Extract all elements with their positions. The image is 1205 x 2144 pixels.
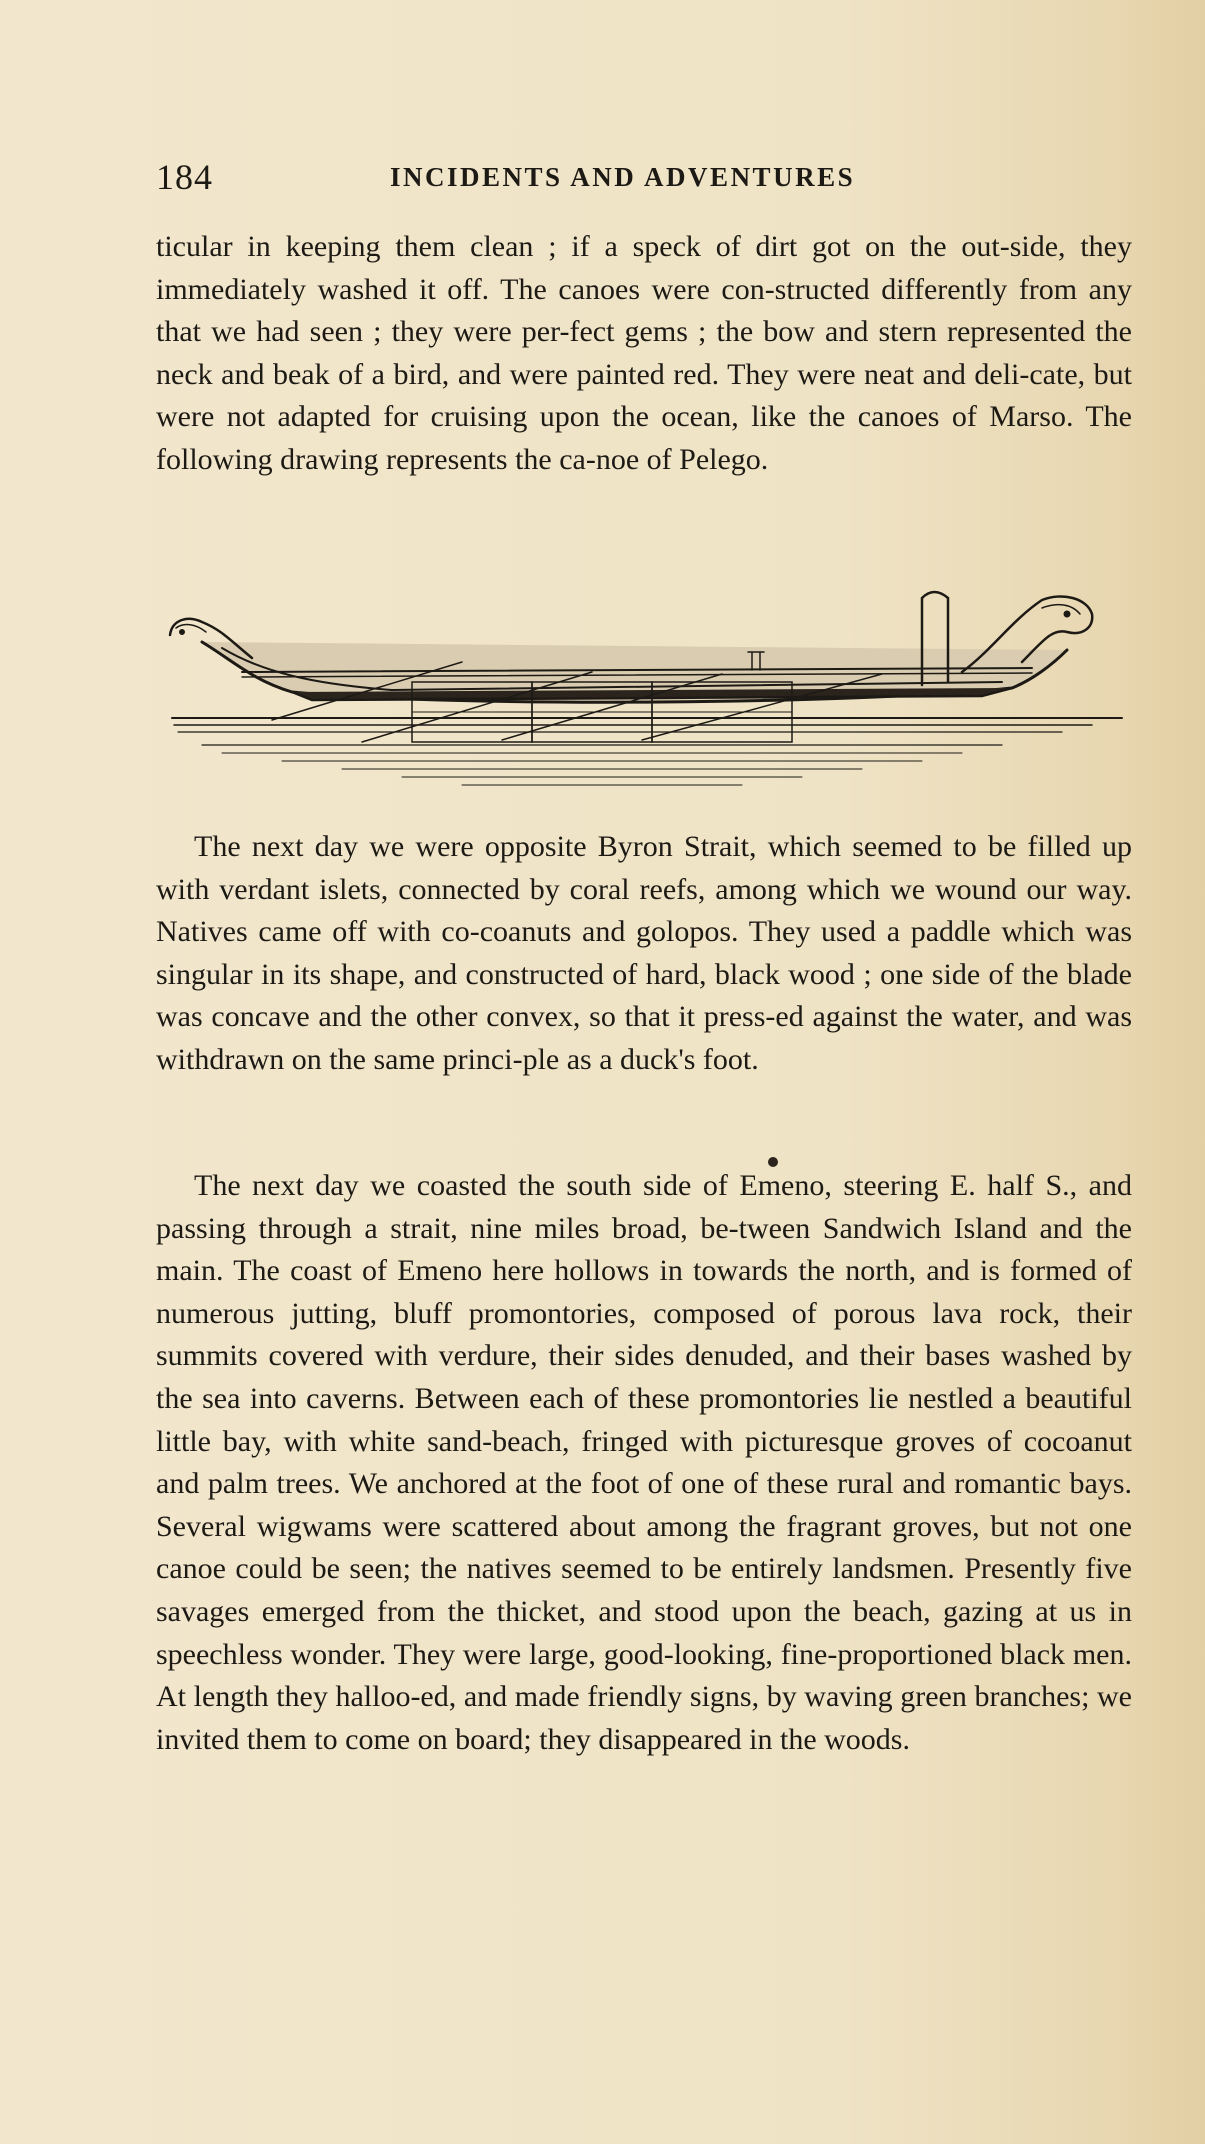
paragraph-byron-strait: The next day we were opposite Byron Strait, which seemed to be filled up with verdant islets, connected by coral reefs, among which we wound our way. Natives came off with co-coanuts and golopos. They used a paddle which was singular in its shape, and constructed of hard, black wood ; one side of the blade was concave and the other convex, so that it press-ed against the water, and was withdrawn on the same princi-ple as a duck's foot. <box>156 830 1132 1076</box>
canoe-illustration <box>162 580 1132 815</box>
page-header <box>156 156 896 200</box>
canoe-drawing <box>162 580 1132 815</box>
page-number: 184 <box>156 157 213 197</box>
paragraph-canoes-description: ticular in keeping them clean ; if a speck of dirt got on the out-side, they immediately washed it off. The canoes were con-structed differently from any that we had seen ; they were per-fect gems ; the bow and stern represented the neck and beak of a bird, and were painted red. They were neat and deli-cate, but were not adapted for cruising upon the ocean, like the canoes of Marso. The following drawing represents the ca-noe of Pelego. <box>156 230 1132 476</box>
paragraph-emeno-coast: The next day we coasted the south side of Emeno, steering E. half S., and passing through a strait, nine miles broad, be-tween Sandwich Island and the main. The coast of Emeno here hollows in towards the north, and is formed of numerous jutting, bluff promontories, composed of porous lava rock, their summits covered with verdure, their sides denuded, and their bases washed by the sea into caverns. Between each of these promontories lie nestled a beautiful little bay, with white sand-beach, fringed with picturesque groves of cocoanut and palm trees. We anchored at the foot of one of these rural and romantic bays. Several wigwams were scattered about among the fragrant groves, but not one canoe could be seen; the natives seemed to be entirely landsmen. Presently five savages emerged from the thicket, and stood upon the beach, gazing at us in speechless wonder. They were large, good-looking, fine-proportioned black men. At length they halloo-ed, and made friendly signs, by waving green branches; we invited them to come on board; they disappeared in the woods. <box>156 1169 1132 1756</box>
running-title: INCIDENTS AND ADVENTURES <box>390 162 856 192</box>
